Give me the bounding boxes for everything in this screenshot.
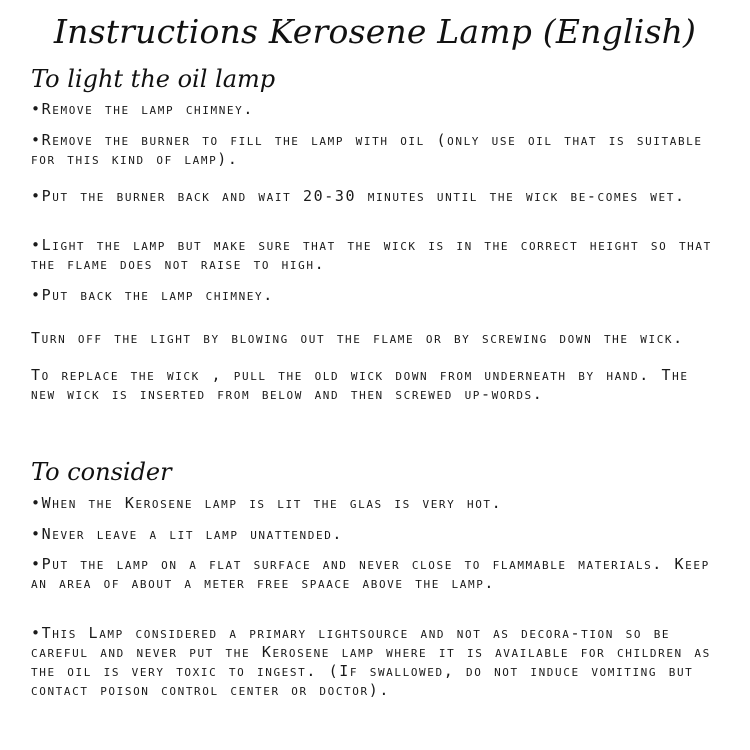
consider-item-4: •This Lamp considered a primary lightsource and not as decora-tion so be careful and never put the Kerosene lamp where it is available for children as the oil is very toxic to ingest. (If swallowed, do not induce vomiting but contact poison control center or doctor). — [31, 624, 711, 699]
section-heading-light: To light the oil lamp — [31, 65, 276, 93]
consider-item-1: •When the Kerosene lamp is lit the glas is very hot. — [31, 494, 503, 512]
light-step-3: •Put the burner back and wait 20-30 minutes until the wick be-comes wet. — [31, 187, 686, 205]
light-step-4: •Light the lamp but make sure that the wick is in the correct height so that the flame does not raise to high. — [31, 236, 712, 273]
section-heading-consider: To consider — [31, 458, 172, 486]
turn-off-note: Turn off the light by blowing out the flame or by screwing down the wick. — [31, 329, 684, 347]
page-title: Instructions Kerosene Lamp (English) — [53, 12, 697, 51]
light-step-1: •Remove the lamp chimney. — [31, 100, 255, 118]
consider-item-3: •Put the lamp on a flat surface and never close to flammable materials. Keep an area of about a meter free spaace above the lamp. — [31, 555, 710, 592]
light-step-2: •Remove the burner to fill the lamp with oil (only use oil that is suitable for this kind of lamp). — [31, 131, 703, 168]
replace-wick-note: To replace the wick , pull the old wick down from underneath by hand. The new wick is inserted from below and then screwed up-words. — [31, 366, 689, 403]
consider-item-2: •Never leave a lit lamp unattended. — [31, 525, 344, 543]
light-step-5: •Put back the lamp chimney. — [31, 286, 274, 304]
